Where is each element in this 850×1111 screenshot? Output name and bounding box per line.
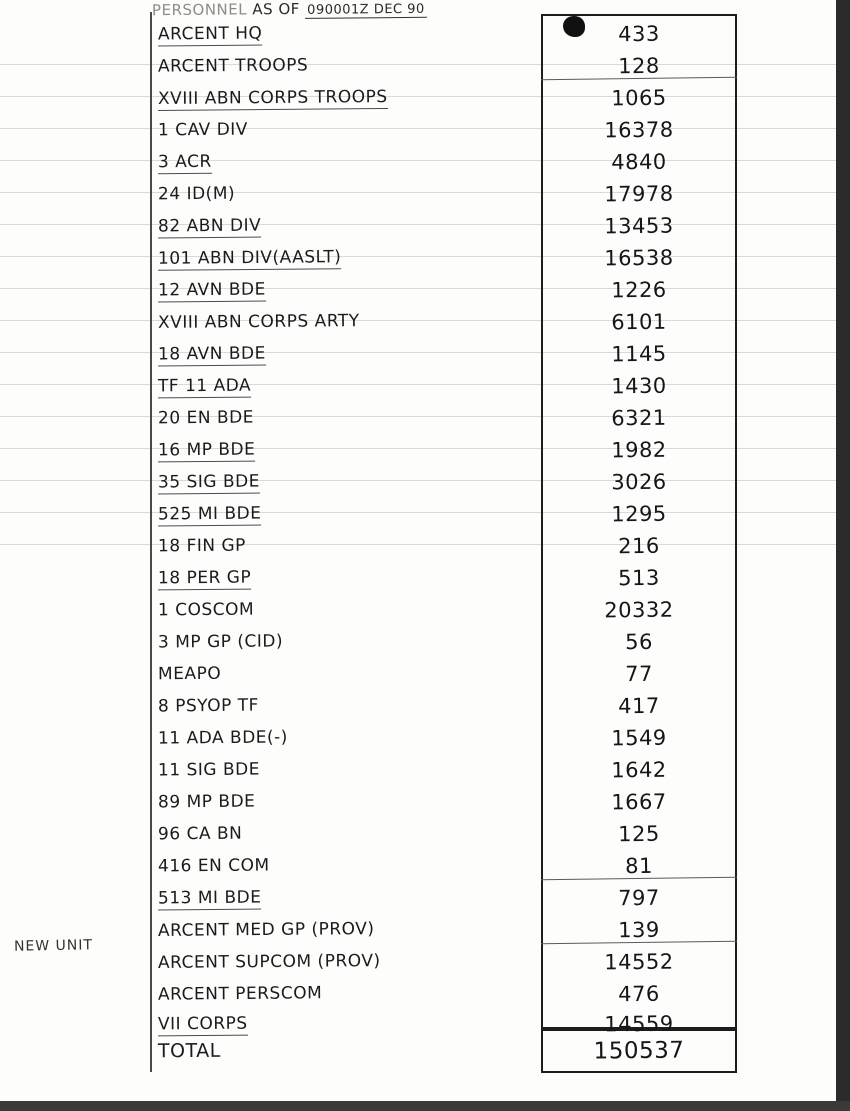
table-row: [0, 502, 850, 534]
table-row: [0, 982, 850, 1014]
row-unit-label: ARCENT PERSCOM: [157, 983, 323, 1005]
row-strength-value: 4840: [611, 149, 667, 175]
table-row: [0, 310, 850, 342]
row-unit-label: ARCENT SUPCOM (PROV): [157, 951, 381, 973]
row-unit-label: VII CORPS: [157, 1013, 248, 1035]
row-strength-value: 16538: [604, 245, 674, 271]
row-unit-label: 96 CA BN: [157, 823, 243, 845]
annotation-new-unit: NEW UNIT: [13, 937, 94, 955]
table-row: [0, 598, 850, 630]
row-strength-value: 476: [618, 981, 660, 1007]
row-unit-label: 513 MI BDE: [157, 887, 262, 909]
total-row: [0, 1038, 850, 1070]
table-row: [0, 438, 850, 470]
table-row: [0, 534, 850, 566]
table-row: [0, 150, 850, 182]
total-label: TOTAL: [157, 1039, 221, 1063]
row-unit-label: TF 11 ADA: [157, 375, 252, 397]
row-strength-value: 13453: [604, 213, 674, 239]
row-strength-value: 1667: [611, 789, 667, 815]
row-strength-value: 81: [541, 853, 737, 880]
row-unit-label: 8 PSYOP TF: [157, 695, 260, 717]
row-unit-label: MEAPO: [157, 663, 222, 685]
row-unit-label: 101 ABN DIV(AASLT): [157, 247, 342, 269]
header-faded-label: PERSONNEL: [151, 0, 248, 20]
row-strength-value: 3026: [611, 469, 667, 495]
row-unit-label: XVIII ABN CORPS ARTY: [157, 311, 360, 333]
row-unit-label: 35 SIG BDE: [157, 471, 260, 493]
table-row: [0, 342, 850, 374]
row-strength-value: 125: [618, 821, 660, 847]
table-row: [0, 822, 850, 854]
table-row: [0, 214, 850, 246]
row-strength-value: 139: [541, 917, 737, 944]
row-strength-value: 1642: [611, 757, 667, 783]
row-unit-label: ARCENT HQ: [157, 23, 263, 45]
row-unit-label: 1 COSCOM: [157, 599, 255, 621]
row-strength-value: 128: [541, 53, 737, 80]
row-strength-value: 16378: [604, 117, 674, 143]
row-unit-label: 1 CAV DIV: [157, 119, 248, 141]
row-unit-label: 89 MP BDE: [157, 791, 256, 813]
row-strength-value: 17978: [604, 181, 674, 207]
row-unit-label: 24 ID(M): [157, 183, 236, 205]
row-strength-value: 513: [618, 565, 660, 591]
row-strength-value: 56: [624, 629, 654, 655]
table-row: [0, 950, 850, 982]
row-strength-value: 797: [618, 885, 660, 911]
row-strength-value: 14559: [604, 1011, 674, 1037]
table-row: [0, 278, 850, 310]
row-strength-value: 14552: [604, 949, 674, 975]
row-strength-value: 1295: [611, 501, 667, 527]
table-row: [0, 182, 850, 214]
table-row: [0, 790, 850, 822]
row-strength-value: 1430: [611, 373, 667, 399]
row-strength-value: 6321: [611, 405, 667, 431]
table-row: [0, 662, 850, 694]
row-unit-label: 12 AVN BDE: [157, 279, 266, 301]
row-unit-label: 16 MP BDE: [157, 439, 256, 461]
header-label: AS OF: [252, 0, 300, 19]
row-unit-label: 3 ACR: [157, 151, 212, 173]
row-strength-value: 1549: [611, 725, 667, 751]
total-value: 150537: [593, 1037, 685, 1065]
table-row: [0, 22, 850, 54]
row-strength-value: 77: [624, 661, 654, 687]
row-unit-label: XVIII ABN CORPS TROOPS: [157, 86, 388, 110]
row-unit-label: 82 ABN DIV: [157, 215, 262, 237]
row-strength-value: 1065: [611, 85, 667, 111]
table-row: [0, 886, 850, 918]
row-strength-value: 20332: [604, 597, 674, 623]
table-row: [0, 566, 850, 598]
row-strength-value: 216: [618, 533, 660, 559]
row-unit-label: 525 MI BDE: [157, 503, 262, 525]
table-row: [0, 726, 850, 758]
row-strength-value: 1145: [611, 341, 667, 367]
row-unit-label: 18 AVN BDE: [157, 343, 266, 365]
table-row: [0, 118, 850, 150]
row-strength-value: 433: [618, 21, 660, 47]
table-row: [0, 54, 850, 86]
table-row: [0, 374, 850, 406]
table-row: [0, 470, 850, 502]
row-strength-value: 1226: [611, 277, 667, 303]
table-row: [0, 758, 850, 790]
page-header: [152, 0, 427, 19]
table-row: [0, 630, 850, 662]
table-row: [0, 406, 850, 438]
table-row: [0, 694, 850, 726]
row-unit-label: ARCENT TROOPS: [157, 55, 309, 77]
row-unit-label: 18 PER GP: [157, 567, 252, 589]
row-unit-label: 11 SIG BDE: [157, 759, 261, 781]
row-unit-label: 20 EN BDE: [157, 407, 254, 429]
row-unit-label: 11 ADA BDE(-): [157, 727, 288, 749]
row-unit-label: ARCENT MED GP (PROV): [157, 919, 375, 941]
table-row: [0, 918, 850, 950]
table-row: [0, 854, 850, 886]
row-unit-label: 3 MP GP (CID): [157, 631, 284, 653]
row-unit-label: 18 FIN GP: [157, 535, 246, 557]
row-strength-value: 6101: [611, 309, 667, 335]
header-date: 090001Z DEC 90: [305, 2, 427, 19]
scan-edge-bottom: [0, 1101, 850, 1111]
row-strength-value: 1982: [611, 437, 667, 463]
table-row: [0, 246, 850, 278]
row-strength-value: 417: [618, 693, 660, 719]
table-row: [0, 86, 850, 118]
row-unit-label: 416 EN COM: [157, 855, 270, 877]
